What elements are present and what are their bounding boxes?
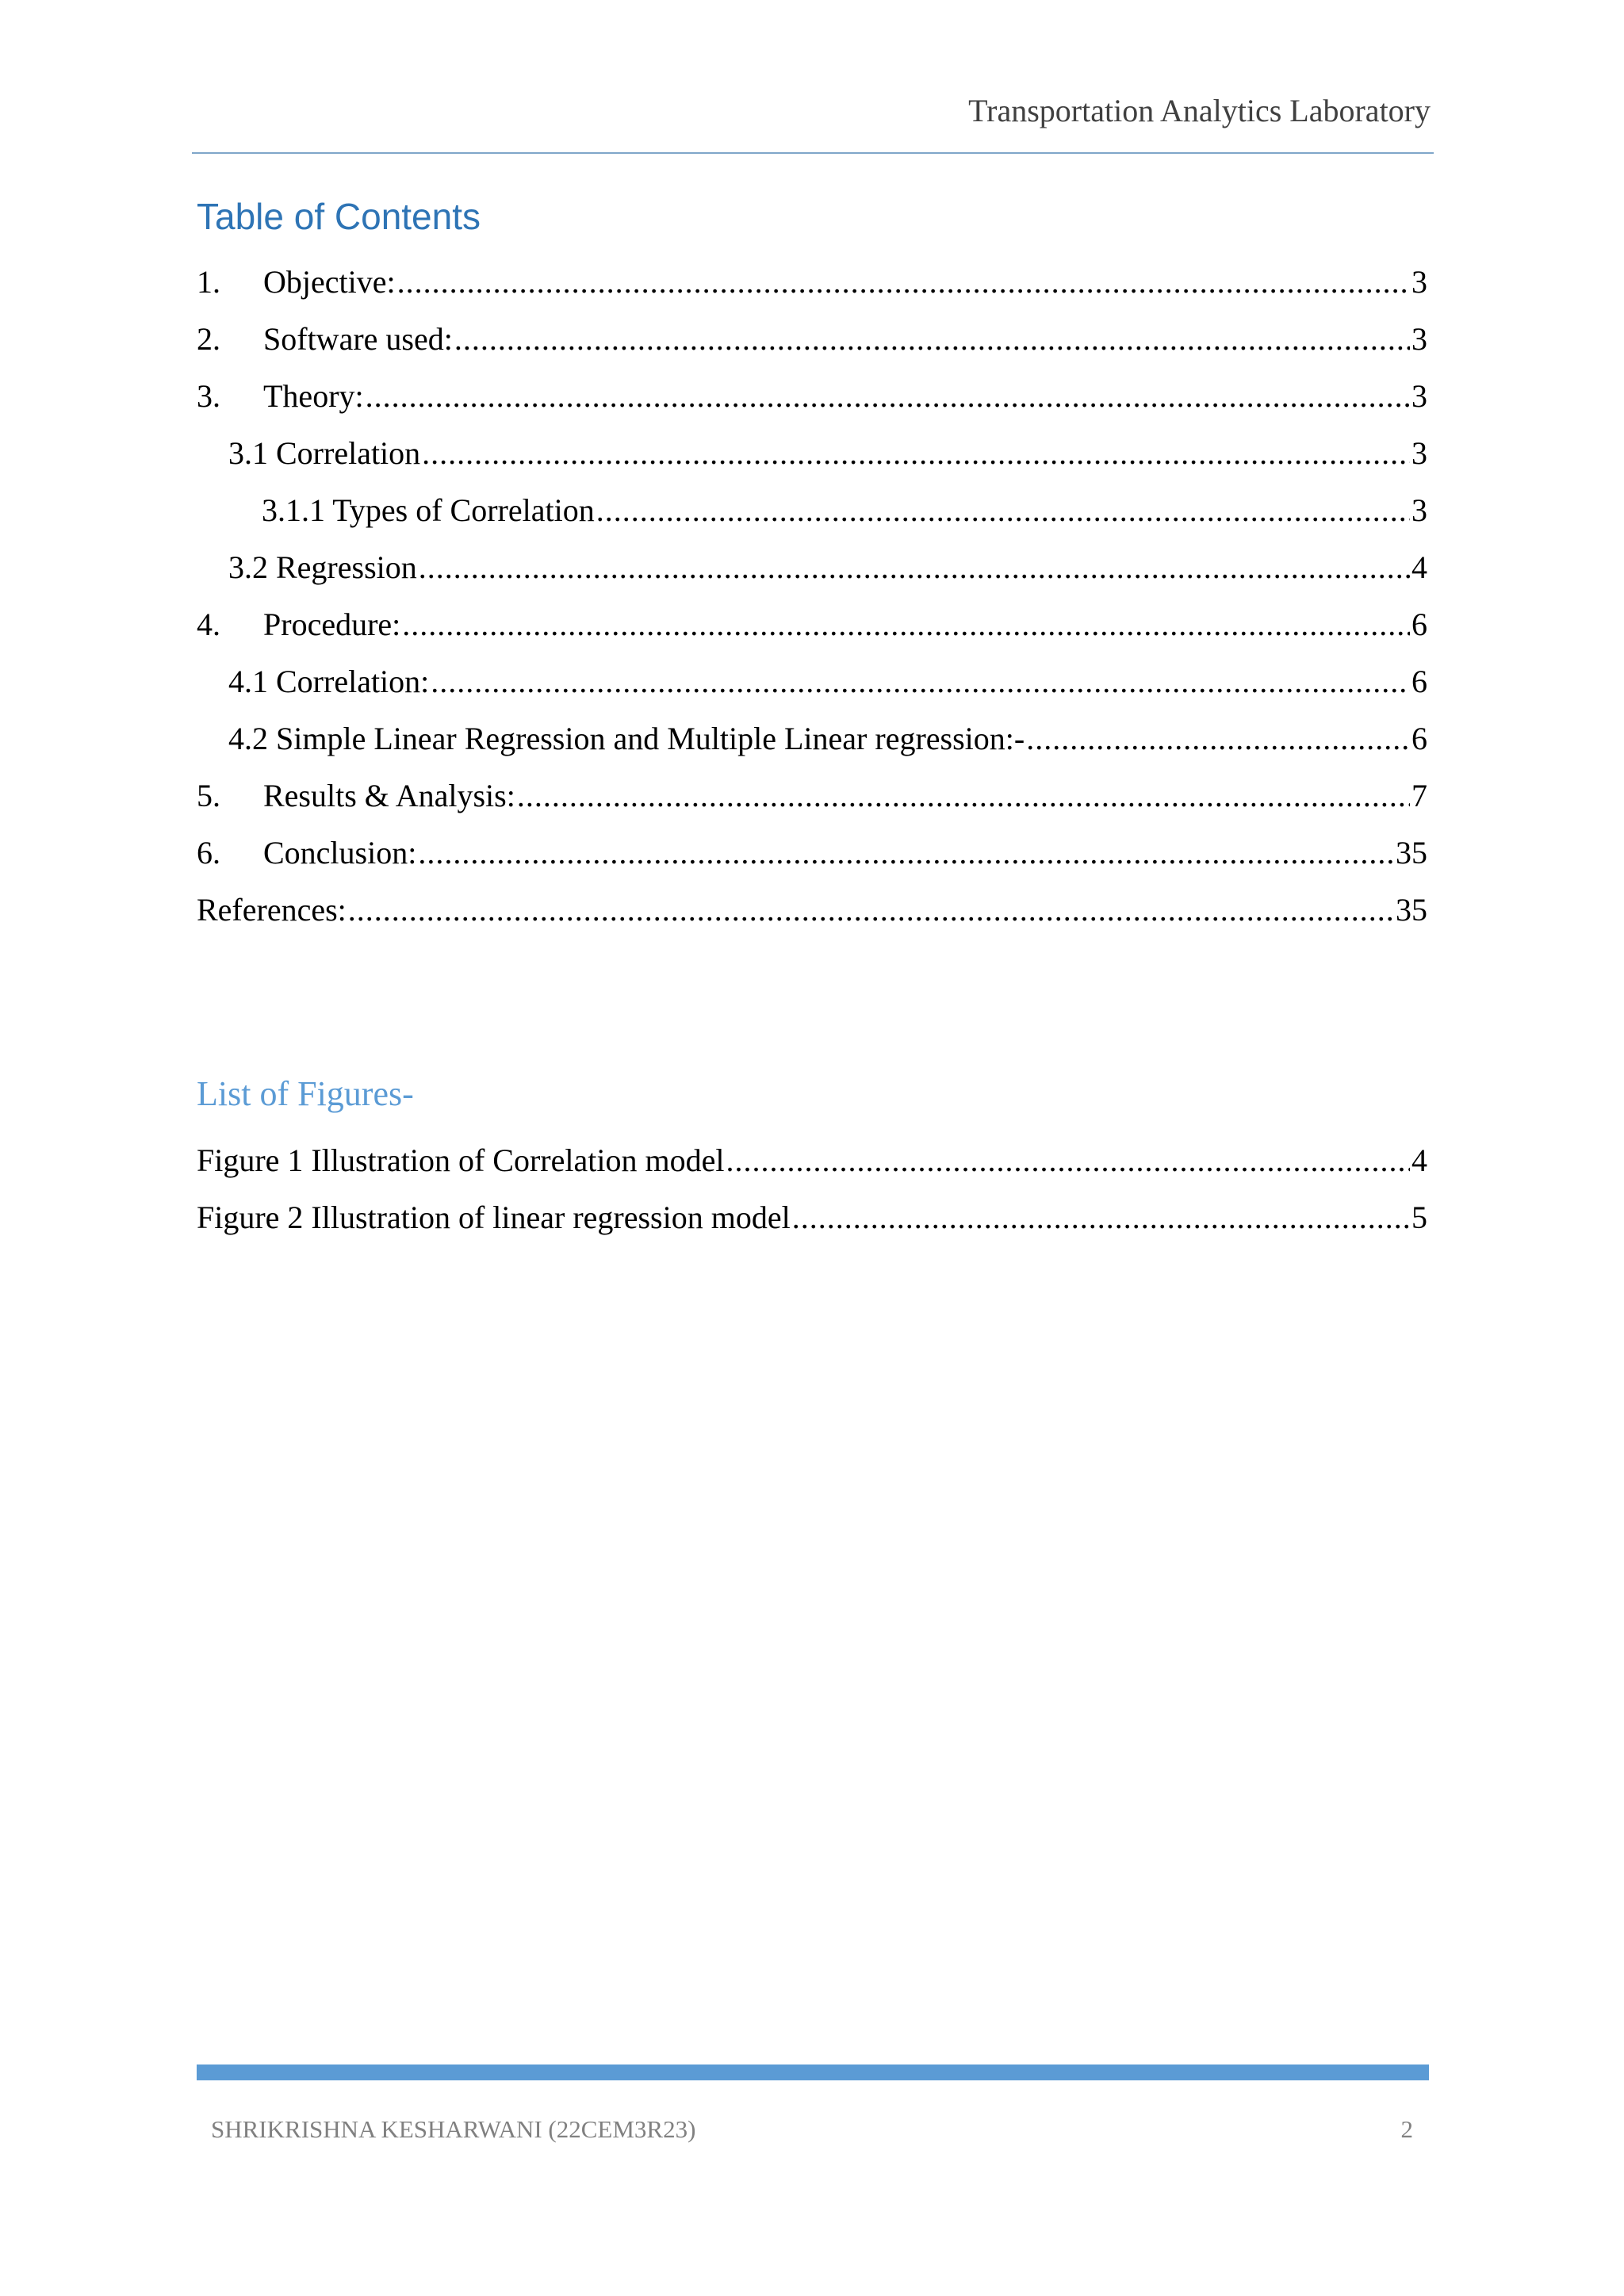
toc-dot-leader bbox=[348, 886, 1394, 934]
toc-dot-leader bbox=[431, 658, 1410, 706]
toc-entry-label: Software used: bbox=[263, 321, 453, 357]
lof-entry-page: 4 bbox=[1411, 1142, 1427, 1178]
toc-entry-label: Theory: bbox=[263, 378, 364, 414]
toc-entry-label: Procedure: bbox=[263, 607, 401, 642]
running-header: Transportation Analytics Laboratory bbox=[968, 93, 1431, 128]
toc-entry-page: 35 bbox=[1396, 892, 1427, 928]
toc-dot-leader bbox=[454, 316, 1410, 363]
toc-heading: Table of Contents bbox=[197, 196, 481, 237]
toc-dot-leader bbox=[402, 601, 1410, 649]
footer-bar bbox=[197, 2064, 1429, 2080]
toc-entry-conclusion[interactable] bbox=[197, 829, 1427, 877]
toc-entry-page: 3 bbox=[1411, 321, 1427, 357]
toc-entry-procedure[interactable] bbox=[197, 601, 1427, 649]
toc-entry-number: 5. bbox=[197, 778, 220, 813]
toc-entry-label: 4.1 Correlation: bbox=[228, 664, 430, 699]
toc-entry-label: Objective: bbox=[263, 264, 396, 300]
footer-author: SHRIKRISHNA KESHARWANI (22CEM3R23) bbox=[211, 2115, 696, 2143]
toc-entry-regression[interactable] bbox=[228, 544, 1427, 591]
toc-dot-leader bbox=[596, 487, 1410, 534]
toc-entry-page: 35 bbox=[1396, 835, 1427, 871]
toc-entry-objective[interactable] bbox=[197, 258, 1427, 306]
list-of-figures-heading: List of Figures- bbox=[197, 1074, 414, 1113]
toc-dot-leader bbox=[397, 258, 1410, 306]
toc-entry-label: Conclusion: bbox=[263, 835, 417, 871]
toc-entry-label: References: bbox=[197, 892, 347, 928]
toc-entry-number: 4. bbox=[197, 607, 220, 642]
toc-entry-number: 1. bbox=[197, 264, 220, 300]
lof-entry-label: Figure 1 Illustration of Correlation model bbox=[197, 1142, 725, 1178]
lof-dot-leader bbox=[792, 1194, 1410, 1242]
toc-dot-leader bbox=[517, 772, 1410, 820]
lof-entry-figure-1[interactable] bbox=[197, 1137, 1427, 1184]
toc-entry-label: 3.2 Regression bbox=[228, 549, 417, 585]
toc-entry-page: 6 bbox=[1411, 721, 1427, 756]
toc-entry-page: 3 bbox=[1411, 264, 1427, 300]
toc-entry-label: 4.2 Simple Linear Regression and Multiple Linear regression:- bbox=[228, 721, 1025, 756]
toc-entry-results-analysis[interactable] bbox=[197, 772, 1427, 820]
toc-entry-references[interactable] bbox=[197, 886, 1427, 934]
toc-entry-page: 3 bbox=[1411, 492, 1427, 528]
toc-entry-number: 6. bbox=[197, 835, 220, 871]
toc-entry-page: 3 bbox=[1411, 378, 1427, 414]
toc-entry-types-of-correlation[interactable] bbox=[262, 487, 1427, 534]
toc-dot-leader bbox=[366, 373, 1410, 420]
toc-entry-number: 3. bbox=[197, 378, 220, 414]
toc-entry-correlation[interactable] bbox=[228, 430, 1427, 477]
toc-entry-page: 4 bbox=[1411, 549, 1427, 585]
lof-entry-figure-2[interactable] bbox=[197, 1194, 1427, 1242]
toc-entry-label: 3.1.1 Types of Correlation bbox=[262, 492, 595, 528]
header-divider bbox=[192, 152, 1434, 154]
toc-dot-leader bbox=[419, 544, 1410, 591]
toc-entry-number: 2. bbox=[197, 321, 220, 357]
toc-entry-page: 6 bbox=[1411, 664, 1427, 699]
toc-entry-page: 7 bbox=[1411, 778, 1427, 813]
toc-dot-leader bbox=[1026, 715, 1410, 763]
toc-dot-leader bbox=[418, 829, 1394, 877]
toc-entry-label: Results & Analysis: bbox=[263, 778, 515, 813]
toc-entry-theory[interactable] bbox=[197, 373, 1427, 420]
lof-dot-leader bbox=[726, 1137, 1410, 1184]
toc-entry-page: 6 bbox=[1411, 607, 1427, 642]
toc-entry-software-used[interactable] bbox=[197, 316, 1427, 363]
lof-entry-label: Figure 2 Illustration of linear regression model bbox=[197, 1200, 791, 1235]
toc-entry-linear-regression[interactable] bbox=[228, 715, 1427, 763]
toc-dot-leader bbox=[422, 430, 1410, 477]
lof-entry-page: 5 bbox=[1411, 1200, 1427, 1235]
toc-entry-procedure-correlation[interactable] bbox=[228, 658, 1427, 706]
toc-entry-page: 3 bbox=[1411, 435, 1427, 471]
toc-entry-label: 3.1 Correlation bbox=[228, 435, 421, 471]
footer-page-number: 2 bbox=[1400, 2115, 1413, 2143]
